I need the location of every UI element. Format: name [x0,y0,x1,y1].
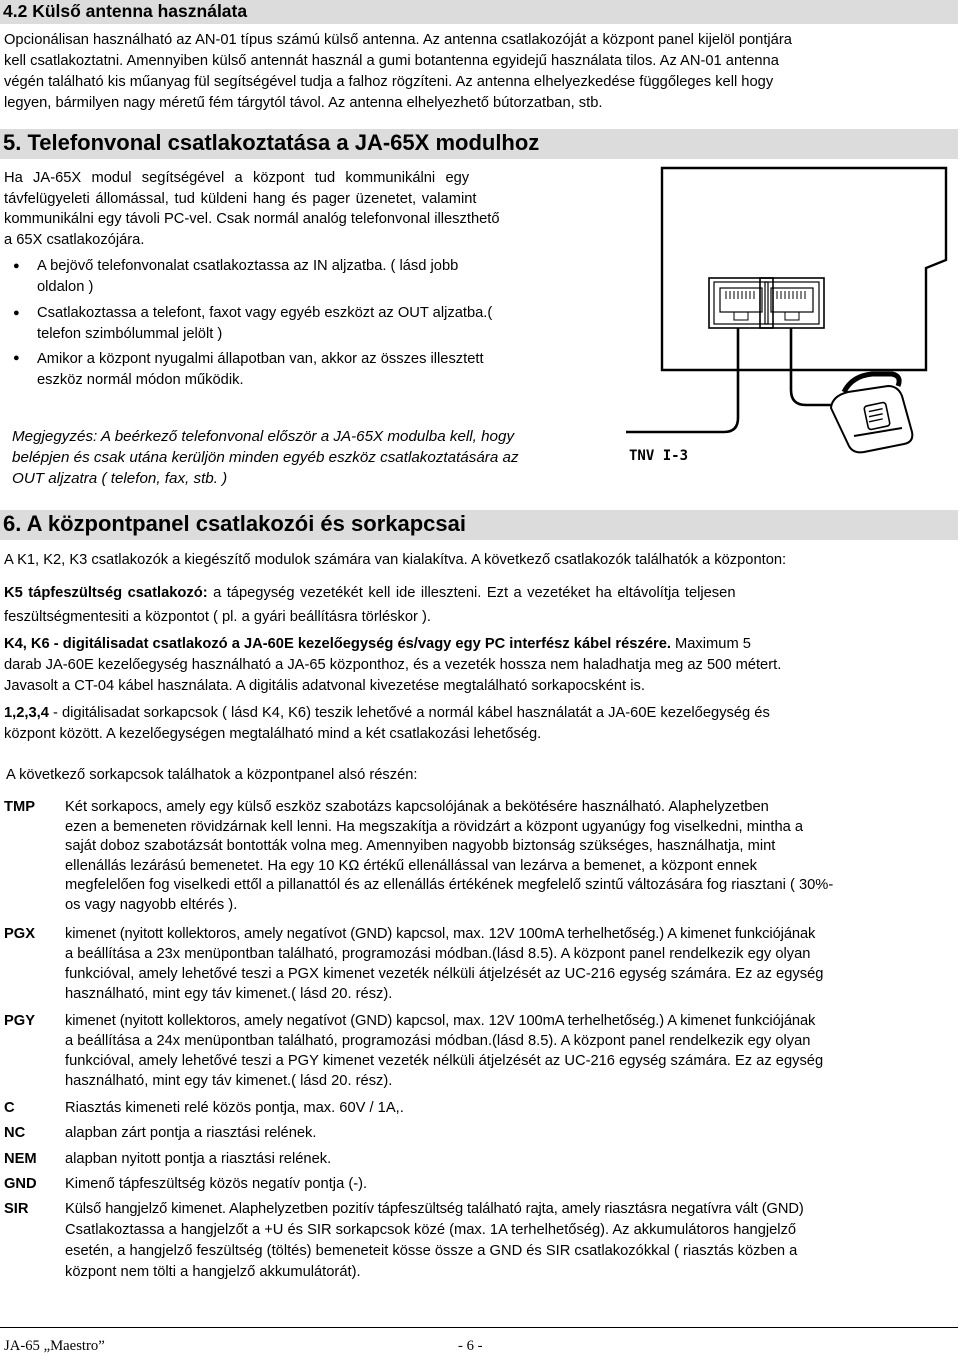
term-desc-line: Külső hangjelző kimenet. Alaphelyzetben pozitív tápfeszültség található rajta, amely riasztásra negatívra vált (GND) [65,1201,804,1217]
k4-k6-label: K4, K6 - digitálisadat csatlakozó a JA-60E kezelőegység és/vagy egy PC interfész kábel részére. [4,636,671,652]
term-label: TMP [4,799,36,815]
term-desc-line: os vagy nagyobb eltérés ). [65,897,238,913]
telephone-icon [831,374,912,452]
term-desc-line: használható, mint egy táv kimenet.( lásd 20. rész). [65,1073,393,1089]
term-desc-line: Két sorkapocs, amely egy külső eszköz szabotázs kapcsolójának a bekötésére használható. Alaphelyzetben [65,799,769,815]
text-line: a 65X csatlakozójára. [4,232,145,248]
in-jack-icon [709,278,773,328]
terminals-line [4,705,770,721]
text-line: legyen, bármilyen nagy méretű fém tárgytól távol. Az antenna elhelyezhető bútorzatban, stb. [4,95,603,111]
text-line: Opcionálisan használható az AN-01 típus számú külső antenna. Az antenna csatlakozóját a központ panel kijelöl pontjára [4,32,792,48]
term-label: GND [4,1176,37,1192]
term-desc-line: ellenállás lezárású bemenetet. Ha egy 10 KΩ értékű ellenállással van lezárva a bemenet, a központ ennek [65,858,757,874]
out-jack-icon [760,278,824,328]
term-desc-line: funkcióval, amely lehetővé teszi a PGY kimenet vezeték nélküli átjelzését az UC-216 egység számára. Ez az egység [65,1053,824,1069]
term-desc-line: Csatlakoztassa a hangjelzőt a +U és SIR sorkapcsok közé (max. 1A terhelhetőség). Az akkumulátoros hangjelző [65,1222,797,1238]
module-board-outline [662,168,946,370]
figure-label: TNV I-3 [629,448,689,464]
section-4-2-header-bar [0,0,958,24]
section-6-title: 6. A központpanel csatlakozói és sorkapcsai [3,511,466,536]
section-5-header-bar [0,129,958,159]
term-label: NC [4,1125,26,1141]
term-desc-line: saját doboz szabotázsát bontották volna meg. Amennyiben nagyobb biztonság szükséges, használhatja, mint [65,838,776,854]
footer-product: JA-65 „Maestro” [4,1338,105,1354]
section-6-header-bar [0,510,958,540]
note-line: belépjen és csak utána kerüljön minden egyéb eszköz csatlakoztatására az [12,449,519,466]
terminals-line-2: központ között. A kezelőegységen megtalálható mind a két csatlakozási lehetőség. [4,726,542,742]
footer-page-number: - 6 - [458,1338,483,1354]
term-desc-line: a beállítása a 24x menüpontban található, programozási módban.(lásd 8.5). A központ panel rendelkezik egy olyan [65,1033,811,1049]
phone-cable [791,328,831,405]
text-line: távfelügyeleti állomással, tud küldeni hang és pager üzenetet, valamint [4,191,477,207]
term-desc-line: megfelelően fog viselkedi ettől a pillanattól és az ellenállás értékének megfelelő szintű változására fog riasztani ( 30%- [65,877,834,893]
term-label: PGX [4,926,36,942]
section-4-2-title: 4.2 Külső antenna használata [3,1,248,21]
bullet-item: A bejövő telefonvonalat csatlakoztassa az IN aljzatba. ( lásd jobb [37,258,459,274]
term-desc-line: a beállítása a 23x menüpontban található, programozási módban.(lásd 8.5). A központ panel rendelkezik egy olyan [65,946,811,962]
k4-k6-line [4,636,751,652]
text-line: végén található kis műanyag fül segítségével tudja a falhoz rögzíteni. Az antenna elhelyezkedése függőleges kell hogy [4,74,774,90]
bullet-item: eszköz normál módon működik. [37,372,244,388]
terminals-text: - digitálisadat sorkapcsok ( lásd K4, K6) teszik lehetővé a normál kábel használatát a JA-60E kezelőegység és [48,705,770,721]
term-desc-line: központ nem tölti a hangjelző akkumulátorát). [65,1264,361,1280]
term-label: PGY [4,1013,36,1029]
incoming-line-cable [626,328,738,432]
phone-line-connection-diagram [626,160,960,476]
text-line: kell csatlakoztatni. Amennyiben külső antennát használ a gumi botantenna egyidejű használata tilos. Az AN-01 antenna [4,53,779,69]
k5-line [4,585,736,601]
term-desc-line: Riasztás kimeneti relé közös pontja, max. 60V / 1A,. [65,1100,404,1116]
term-label: C [4,1100,15,1116]
k5-label: K5 tápfeszültség csatlakozó: [4,585,208,601]
note-line: Megjegyzés: A beérkező telefonvonal először a JA-65X modulba kell, hogy [12,428,515,445]
text-line: Ha JA-65X modul segítségével a központ tud kommunikálni egy [4,170,470,186]
term-desc-line: kimenet (nyitott kollektoros, amely negatívot (GND) kapcsol, max. 12V 100mA terhelhetőség.) A kimenet funkciójának [65,926,816,942]
k4-k6-line-2: darab JA-60E kezelőegység használható a JA-65 központhoz, és a vezeték hossza nem haladhatja meg az 500 métert. [4,657,782,673]
bullet-item: Csatlakoztassa a telefont, faxot vagy egyéb eszközt az OUT aljzatba.( [37,305,493,321]
note-line: OUT aljzatra ( telefon, fax, stb. ) [12,470,228,487]
bullet-item: Amikor a központ nyugalmi állapotban van, akkor az összes illesztett [37,351,484,367]
footer-rule [0,1327,958,1328]
bullet-item: oldalon ) [37,279,94,295]
term-label: SIR [4,1201,29,1217]
k5-text: a tápegység vezetékét kell ide illeszteni. Ezt a vezetéket ha eltávolítja teljesen [207,585,736,601]
k4-k6-text: Maximum 5 [670,636,751,652]
section-6-intro: A K1, K2, K3 csatlakozók a kiegészítő modulok számára van kialakítva. A következő csatlakozók találhatók a központon: [4,552,787,568]
term-label: NEM [4,1151,37,1167]
bullet-item: telefon szimbólummal jelölt ) [37,326,223,342]
term-desc-line: kimenet (nyitott kollektoros, amely negatívot (GND) kapcsol, max. 12V 100mA terhelhetőség.) A kimenet funkciójának [65,1013,816,1029]
section-5-title: 5. Telefonvonal csatlakoztatása a JA-65X modulhoz [3,130,540,155]
term-desc-line: alapban nyitott pontja a riasztási relének. [65,1151,332,1167]
text-line: kommunikálni egy távoli PC-vel. Csak normál analóg telefonvonal illeszthető [4,211,500,227]
bullet-dot: ● [13,260,20,272]
k4-k6-line-3: Javasolt a CT-04 kábel használata. A digitális adatvonal kivezetése megtalálható sorkapocsként is. [4,678,645,694]
term-desc-line: Kimenő tápfeszültség közös negatív pontja (-). [65,1176,368,1192]
terminals-label: 1,2,3,4 [4,705,49,721]
bullet-dot: ● [13,307,20,319]
term-desc-line: esetén, a hangjelző feszültség (töltés) bemeneteit kösse össze a GND és SIR csatlakozókkal ( riasztás közben a [65,1243,798,1259]
term-desc-line: ezen a bemeneten rövidzárnak kell lenni. Ha megszakítja a rövidzárt a központ ugyanúgy fog viselkedni, mintha a [65,819,804,835]
bullet-dot: ● [13,352,20,364]
terminals-intro: A következő sorkapcsok találhatok a központpanel alsó részén: [6,767,418,783]
term-desc-line: használható, mint egy táv kimenet.( lásd 20. rész). [65,986,393,1002]
term-desc-line: alapban zárt pontja a riasztási relének. [65,1125,317,1141]
term-desc-line: funkcióval, amely lehetővé teszi a PGX kimenet vezeték nélküli átjelzését az UC-216 egység számára. Ez az egység [65,966,824,982]
k5-line-2: feszültségmentesiti a központot ( pl. a gyári beállításra törléskor ). [4,609,431,625]
